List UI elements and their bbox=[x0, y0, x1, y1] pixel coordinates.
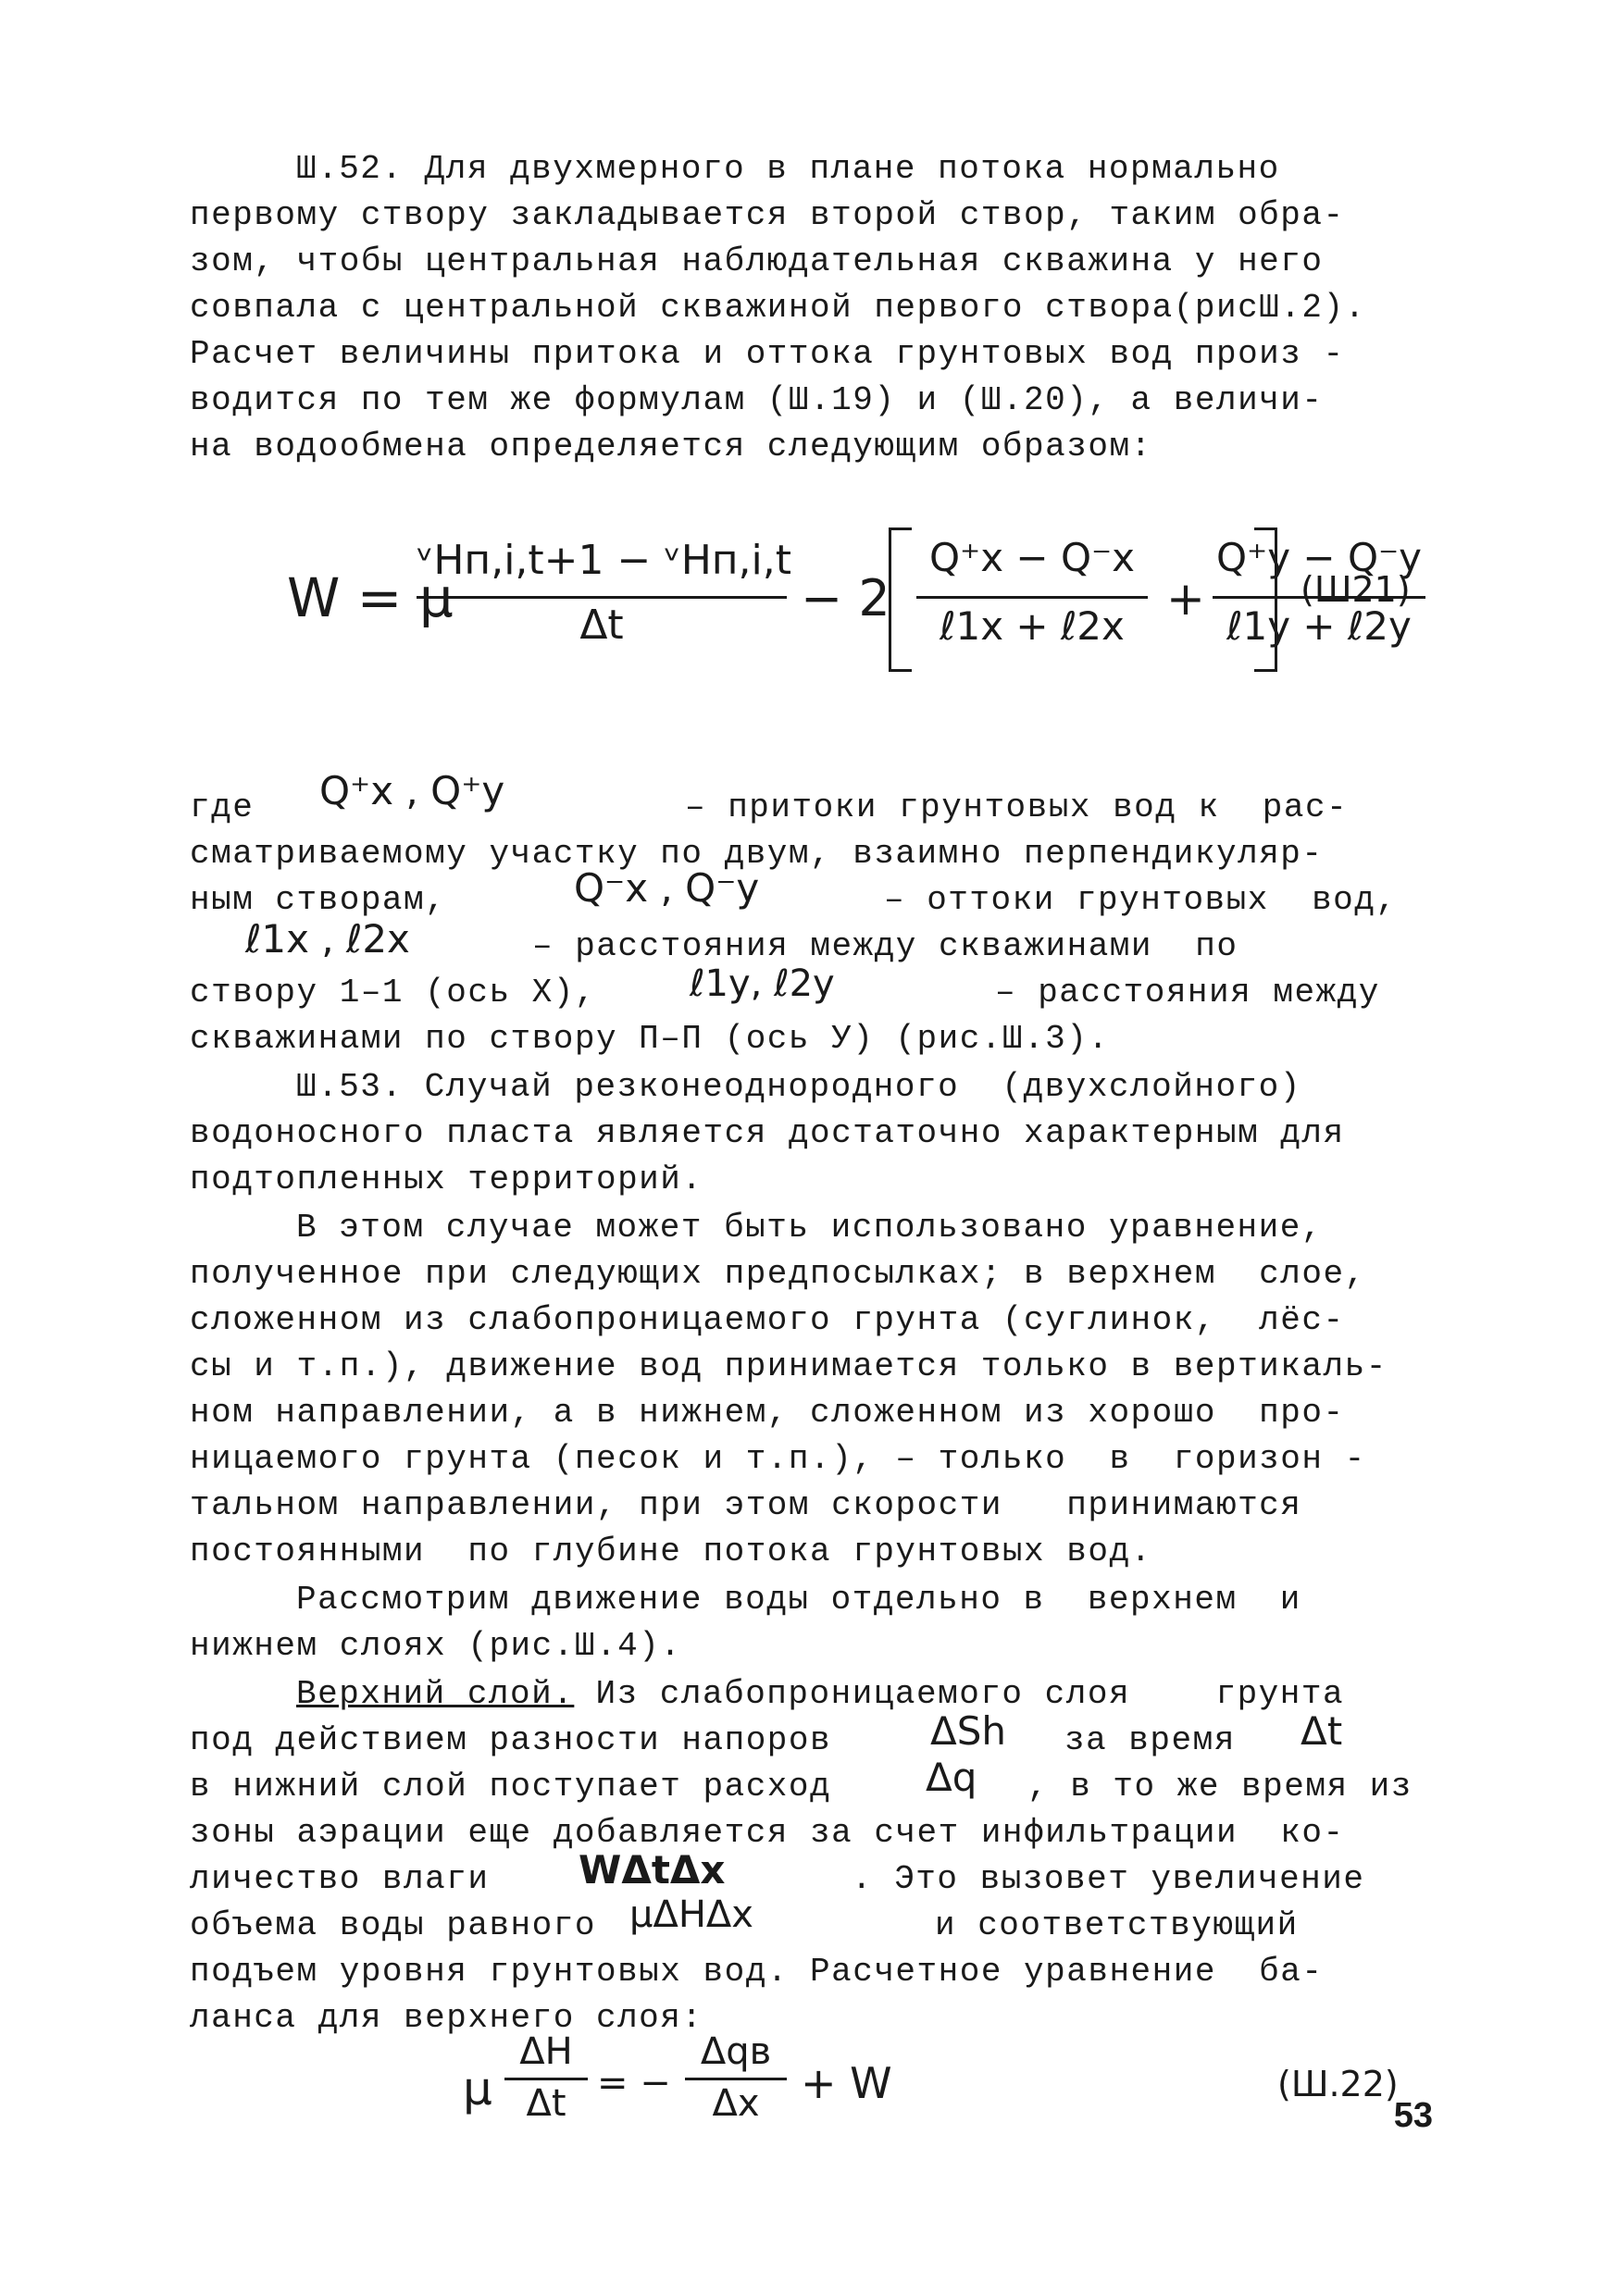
right-bracket bbox=[1254, 527, 1277, 672]
formula-minus-two: − 2 bbox=[801, 569, 890, 627]
text-fragment: где bbox=[190, 788, 255, 826]
text-line: скважинами по створу П–П (ось У) (рис.Ш.3). bbox=[190, 1020, 1110, 1058]
formula-denominator: ℓ1y + ℓ2y bbox=[1226, 603, 1412, 649]
text-line: сложенном из слабопроницаемого грунта (суглинок, лёс- bbox=[190, 1301, 1345, 1339]
text-line: подъем уровня грунтовых вод. Расчетное уравнение ба- bbox=[190, 1953, 1324, 1991]
math-symbol: ΔSh bbox=[930, 1708, 1007, 1754]
text-line: зоны аэрации еще добавляется за счет инфильтрации ко- bbox=[190, 1814, 1345, 1852]
text-line: Ш.53. Случай резконеоднородного (двухслойного) bbox=[296, 1068, 1301, 1106]
formula-denominator: Δt bbox=[579, 602, 624, 649]
formula-plus: + bbox=[1166, 572, 1205, 626]
math-symbol: ℓ1y, ℓ2y bbox=[690, 962, 835, 1005]
formula-equals: = − bbox=[597, 2062, 671, 2104]
formula-numerator: Δqв bbox=[700, 2030, 772, 2073]
formula-numerator: Q⁺x − Q⁻x bbox=[928, 535, 1136, 580]
formula-numerator: ᵛHп,i,t+1 − ᵛHп,i,t bbox=[417, 537, 792, 584]
text-line: ном направлении, а в нижнем, сложенном из хорошо про- bbox=[190, 1394, 1345, 1432]
text-line: постоянными по глубине потока грунтовых вод. bbox=[190, 1533, 1152, 1570]
formula-22 bbox=[463, 2027, 981, 2138]
formula-plus-w: + W bbox=[801, 2058, 892, 2108]
text-line: Рассмотрим движение воды отдельно в верхнем и bbox=[296, 1581, 1301, 1619]
text-fragment: – притоки грунтовых вод к рас- bbox=[685, 788, 1349, 826]
formula-label: (Ш21) bbox=[1301, 569, 1411, 610]
fraction-bar bbox=[417, 596, 787, 599]
text-fragment: ным створам, bbox=[190, 881, 447, 919]
text-fragment: и соответствующий bbox=[935, 1906, 1299, 1944]
text-fragment: створу 1–1 (ось Х), bbox=[190, 974, 596, 1011]
formula-numerator: Q⁺y − Q⁻y bbox=[1215, 535, 1423, 580]
text-line: ницаемого грунта (песок и т.п.), – только в горизон - bbox=[190, 1440, 1366, 1478]
formula-mu: μ bbox=[463, 2062, 492, 2116]
upper-layer-first-line bbox=[296, 1671, 1430, 1718]
section-heading: Верхний слой. bbox=[296, 1675, 575, 1713]
text-line: совпала с центральной скважиной первого створа(рисШ.2). bbox=[190, 289, 1366, 327]
text-line: ланса для верхнего слоя: bbox=[190, 1999, 703, 2037]
formula-denominator: Δx bbox=[712, 2082, 760, 2125]
formula-label: (Ш.22) bbox=[1277, 2064, 1399, 2104]
text-line: Расчет величины притока и оттока грунтовых вод произ - bbox=[190, 335, 1345, 373]
text-line: Ш.52. Для двухмерного в плане потока нормально bbox=[296, 150, 1280, 188]
text-line: нижнем слоях (рис.Ш.4). bbox=[190, 1627, 682, 1665]
page-number: 53 bbox=[1393, 2096, 1433, 2135]
text-fragment: за время bbox=[1064, 1721, 1236, 1759]
text-line: В этом случае может быть использовано уравнение, bbox=[296, 1209, 1323, 1247]
text-fragment: личество влаги bbox=[190, 1860, 490, 1898]
text-fragment: объема воды равного bbox=[190, 1906, 596, 1944]
formula-lhs: W = μ bbox=[287, 566, 454, 629]
math-symbol: Δt bbox=[1301, 1708, 1343, 1754]
formula-numerator: ΔH bbox=[519, 2030, 573, 2073]
math-symbol: Q⁺x , Q⁺y bbox=[319, 768, 505, 813]
math-symbol: Q⁻x , Q⁻y bbox=[574, 865, 760, 911]
math-symbol: WΔtΔx bbox=[579, 1847, 726, 1893]
text-line: подтопленных территорий. bbox=[190, 1160, 703, 1198]
text-fragment: под действием разности напоров bbox=[190, 1721, 832, 1759]
text-fragment: . Это вызовет увеличение bbox=[852, 1860, 1365, 1898]
math-symbol: ℓ1x , ℓ2x bbox=[245, 916, 410, 962]
text-line: полученное при следующих предпосылках; в верхнем слое, bbox=[190, 1255, 1366, 1293]
fraction-bar bbox=[504, 2078, 588, 2080]
math-symbol: Δq bbox=[926, 1755, 977, 1800]
text-line: сматриваемому участку по двум, взаимно перпендикуляр- bbox=[190, 835, 1324, 873]
left-bracket bbox=[889, 527, 912, 672]
text-fragment: Из слабопроницаемого слоя грунта bbox=[574, 1675, 1345, 1713]
text-fragment: – расстояния между bbox=[995, 974, 1380, 1011]
text-fragment: – расстояния между скважинами по bbox=[532, 927, 1238, 965]
text-line: водоносного пласта является достаточно характерным для bbox=[190, 1114, 1345, 1152]
text-fragment: в нижний слой поступает расход bbox=[190, 1768, 832, 1806]
text-fragment: – оттоки грунтовых вод, bbox=[884, 881, 1398, 919]
text-line: первому створу закладывается второй створ, таким обра- bbox=[190, 196, 1345, 234]
formula-denominator: ℓ1x + ℓ2x bbox=[940, 603, 1125, 649]
fraction-bar bbox=[916, 596, 1148, 599]
math-symbol: μΔHΔx bbox=[629, 1893, 753, 1936]
text-line: сы и т.п.), движение вод принимается только в вертикаль- bbox=[190, 1347, 1388, 1385]
text-line: тальном направлении, при этом скорости принимаются bbox=[190, 1486, 1302, 1524]
fraction-bar bbox=[685, 2078, 787, 2080]
text-line: водится по тем же формулам (Ш.19) и (Ш.20), а величи- bbox=[190, 381, 1324, 419]
text-line: на водообмена определяется следующим образом: bbox=[190, 428, 1152, 465]
text-fragment: , в то же время из bbox=[1027, 1768, 1413, 1806]
formula-denominator: Δt bbox=[526, 2082, 566, 2125]
text-line: зом, чтобы центральная наблюдательная скважина у него bbox=[190, 242, 1324, 280]
